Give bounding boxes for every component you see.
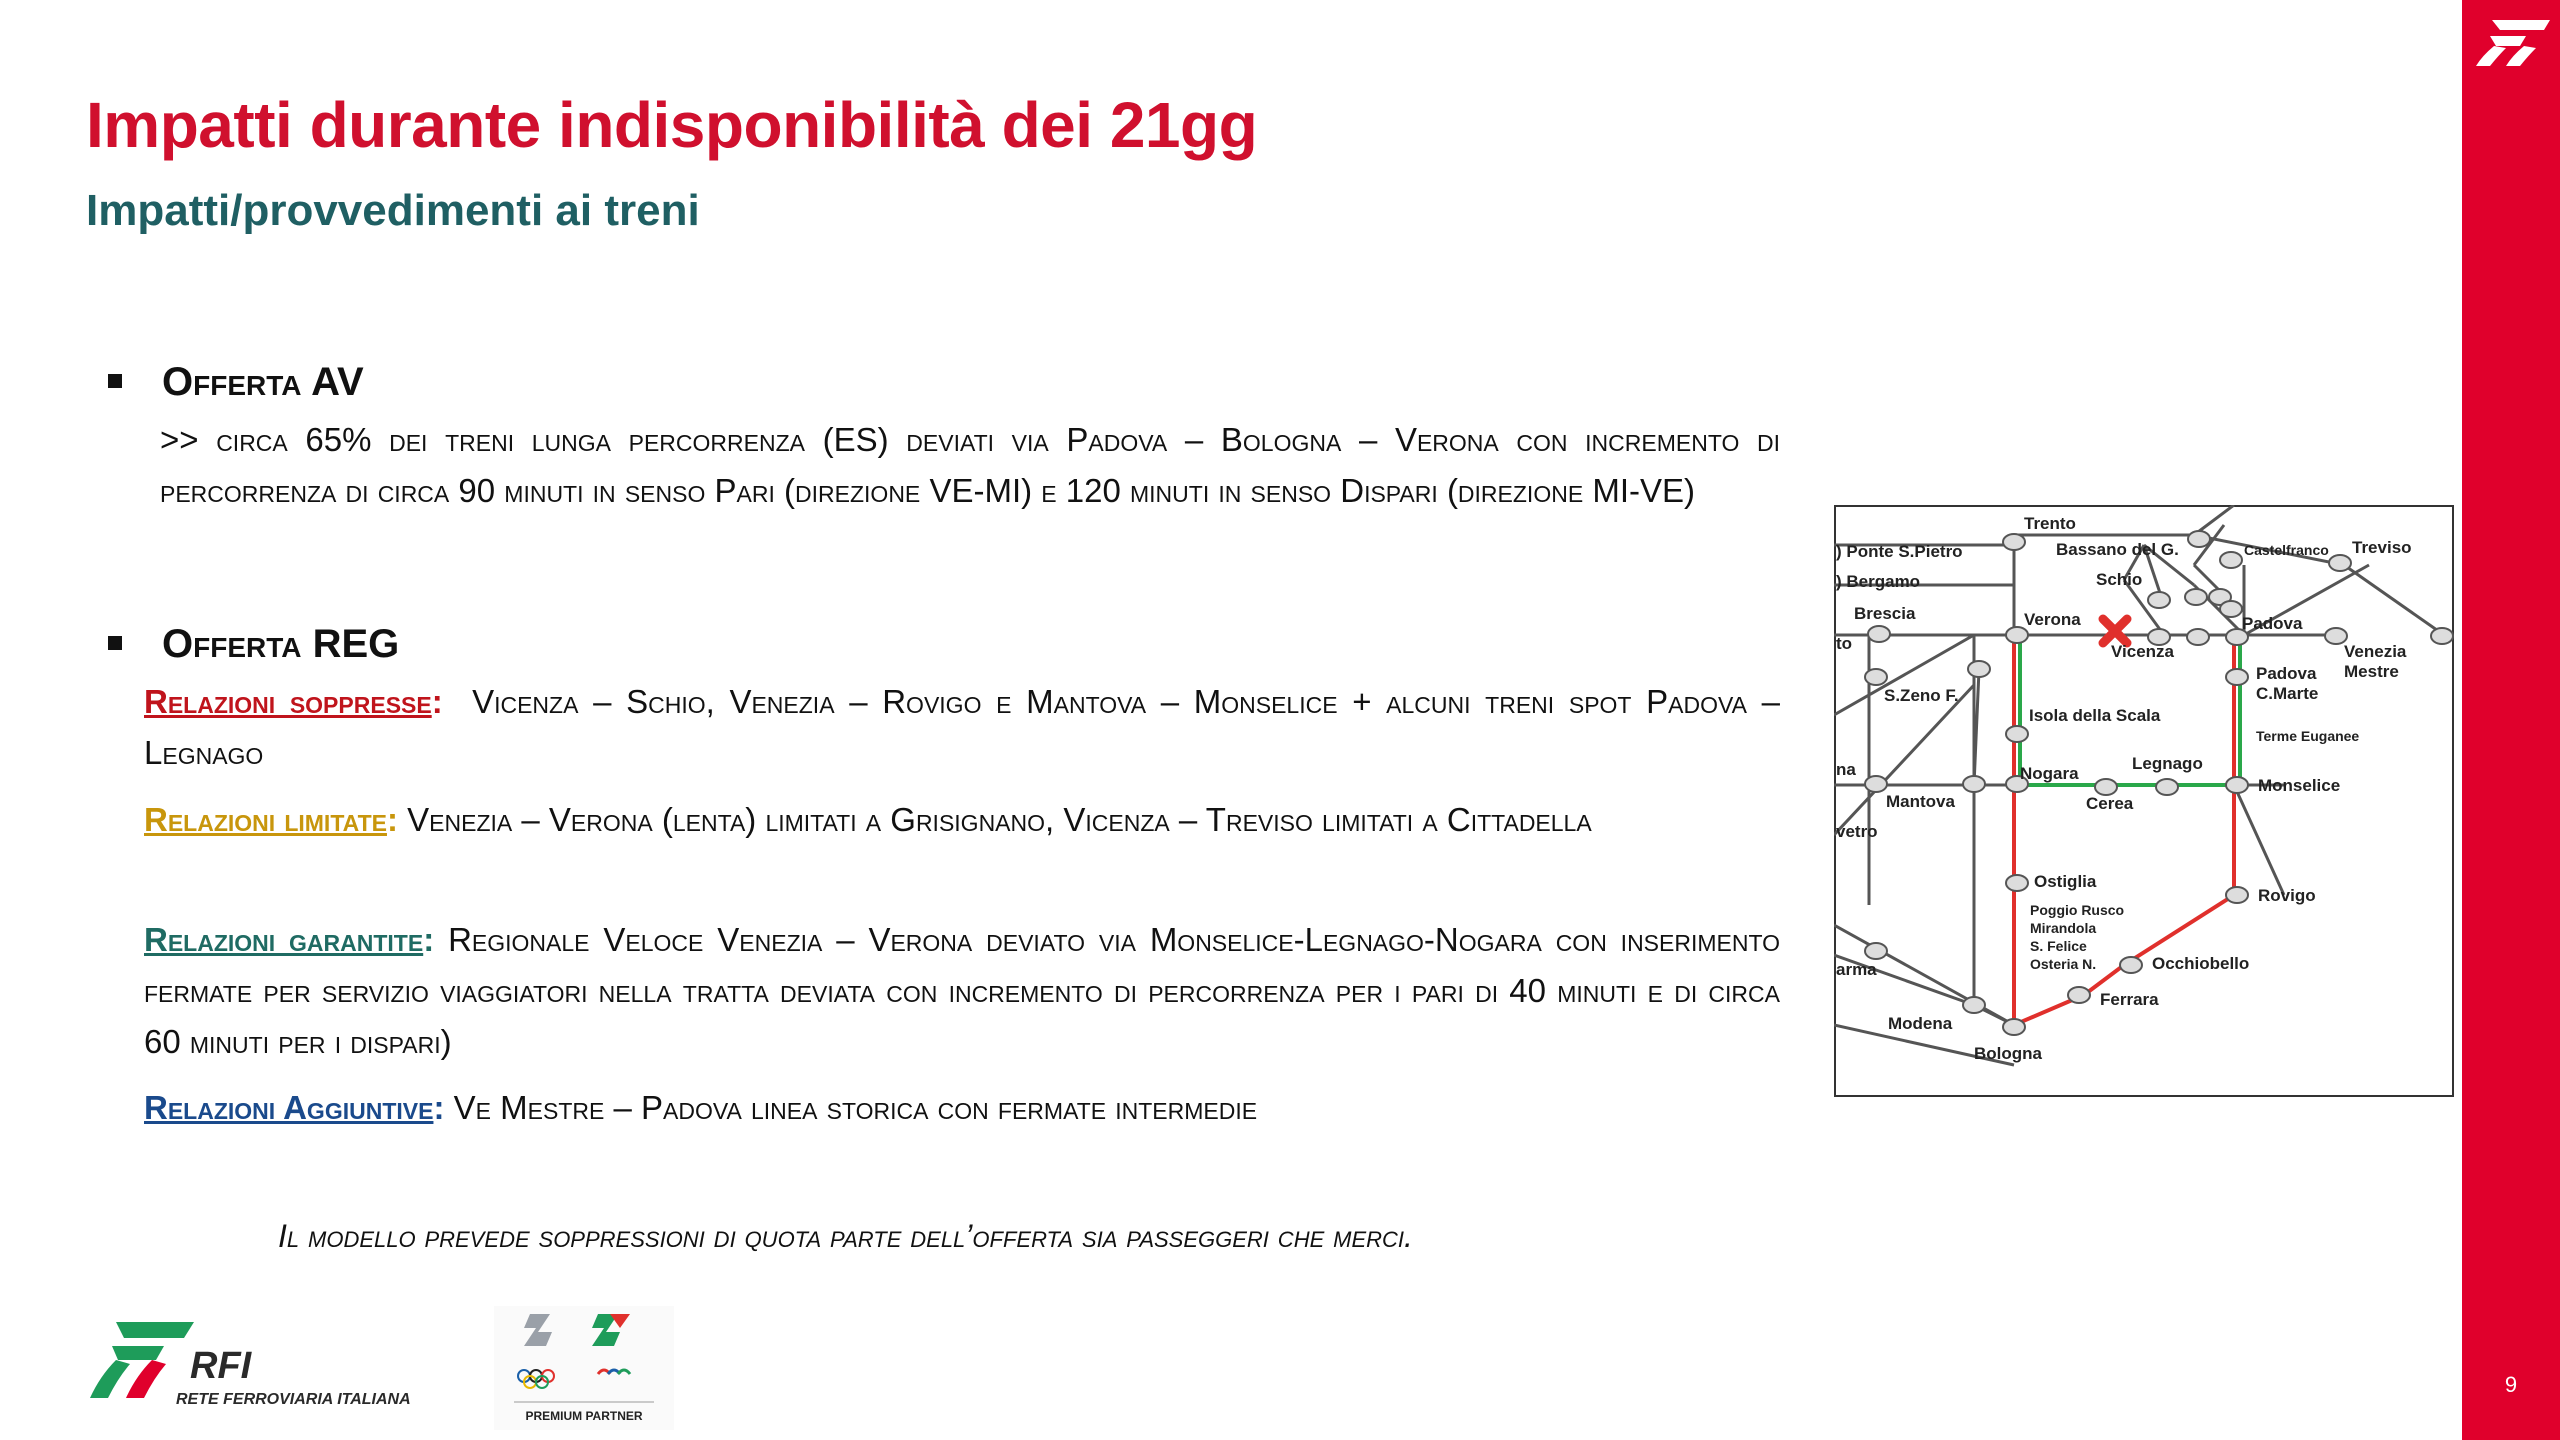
label-isola-della-scala: Isola della Scala: [2029, 706, 2161, 725]
label-monselice: Monselice: [2258, 776, 2341, 795]
page-number: 9: [2504, 1372, 2518, 1397]
limitate-sep: :: [386, 801, 398, 838]
bullet-offerta-av: [108, 360, 364, 405]
label-ponte-s-pietro: ) Ponte S.Pietro: [1836, 542, 1963, 561]
label-rovigo: Rovigo: [2258, 886, 2316, 905]
soppresse-label: Relazioni soppresse: [144, 683, 432, 720]
label-verona: Verona: [2024, 610, 2081, 629]
aggiuntive-label: Relazioni Aggiuntive: [144, 1089, 434, 1126]
railway-network-map: [1834, 505, 2454, 1097]
soppresse-sep: :: [431, 683, 443, 720]
premium-partner-label: PREMIUM PARTNER: [525, 1409, 643, 1423]
label-padova-cmarte: Padova: [2256, 664, 2317, 683]
label-cmarte: C.Marte: [2256, 684, 2319, 703]
label-castelfranco: Castelfranco: [2244, 542, 2329, 558]
label-s-felice: S. Felice: [2030, 938, 2087, 954]
limitate-label: Relazioni limitate: [144, 801, 387, 838]
label-mestre: Mestre: [2344, 662, 2399, 681]
rfi-text: RFI: [190, 1345, 252, 1387]
limitate-text: Venezia – Verona (lenta) limitati a Grisignano, Vicenza – Treviso limitati a Cittadella: [407, 801, 1592, 838]
label-modena: Modena: [1888, 1014, 1953, 1033]
garantite-text: Regionale Veloce Venezia – Verona deviato via Monselice-Legnago-Nogara con inserimento fermate per servizio viaggiatori nella tratta deviata con incremento di percorrenza per i pari di 40 minuti e di circa 60 minuti per i dispari): [144, 921, 1780, 1060]
label-poggio-rusco: Poggio Rusco: [2030, 902, 2125, 918]
relazioni-aggiuntive: [144, 1082, 1780, 1133]
label-bergamo: ) Bergamo: [1836, 572, 1921, 591]
garantite-sep: :: [423, 921, 435, 958]
relazioni-limitate: [144, 794, 1780, 845]
label-mirandola: Mirandola: [2030, 920, 2097, 936]
aggiuntive-text: Ve Mestre – Padova linea storica con fermate intermedie: [453, 1089, 1258, 1126]
label-occhiobello: Occhiobello: [2152, 954, 2250, 973]
label-cerea: Cerea: [2086, 794, 2134, 813]
label-vicenza: Vicenza: [2111, 642, 2175, 661]
rfi-logo: [86, 1318, 466, 1410]
label-venezia: Venezia: [2344, 642, 2407, 661]
bullet-offerta-reg: [108, 622, 399, 667]
page-title: Impatti durante indisponibilità dei 21gg: [86, 89, 1258, 161]
label-treviso: Treviso: [2352, 538, 2412, 557]
bullet-marker: [108, 636, 122, 650]
label-legnago: Legnago: [2132, 754, 2203, 773]
label-trento: Trento: [2024, 514, 2076, 533]
label-nogara: Nogara: [2020, 764, 2079, 783]
label-brescia: Brescia: [1854, 604, 1916, 623]
label-szeno: S.Zeno F.: [1884, 686, 1959, 705]
rfi-tagline: RETE FERROVIARIA ITALIANA: [176, 1391, 411, 1408]
label-ostiglia: Ostiglia: [2034, 872, 2097, 891]
label-to: to: [1836, 634, 1853, 653]
footnote: Il modello prevede soppressioni di quota parte dell’offerta sia passeggeri che merci.: [278, 1218, 1413, 1254]
fs-logo-icon: [2470, 12, 2554, 72]
aggiuntive-sep: :: [433, 1089, 445, 1126]
label-arma: arma: [1836, 960, 1877, 979]
label-vetro: vetro: [1836, 822, 1878, 841]
label-terme-euganee: Terme Euganee: [2256, 728, 2360, 744]
label-mantova: Mantova: [1886, 792, 1955, 811]
label-bassano: Bassano del G.: [2056, 540, 2179, 559]
label-osteria: Osteria N.: [2030, 956, 2097, 972]
rfi-mark-icon: [90, 1322, 194, 1398]
offerta-av-heading: Offerta AV: [162, 360, 364, 404]
label-ferrara: Ferrara: [2100, 990, 2159, 1009]
label-schio: Schio: [2096, 570, 2143, 589]
offerta-av-text: >> circa 65% dei treni lunga percorrenza (ES) deviati via Padova – Bologna – Verona con incremento di percorrenza di circa 90 minuti in senso Pari (direzione VE-MI) e 120 minuti in senso Dispari (direzione MI-VE): [160, 421, 1780, 509]
relazioni-soppresse: [144, 676, 1780, 778]
premium-partner-logo: [494, 1306, 674, 1430]
offerta-reg-heading: Offerta REG: [162, 622, 400, 666]
soppresse-text: Vicenza – Schio, Venezia – Rovigo e Mantova – Monselice + alcuni treni spot Padova – Legnago: [144, 683, 1780, 771]
label-na: na: [1836, 760, 1856, 779]
label-bologna: Bologna: [1974, 1044, 2042, 1063]
page-subtitle: Impatti/provvedimenti ai treni: [86, 186, 700, 235]
garantite-label: Relazioni garantite: [144, 921, 424, 958]
label-padova-top: Padova: [2242, 614, 2303, 633]
bullet-marker: [108, 374, 122, 388]
relazioni-garantite: [144, 914, 1780, 1067]
right-brand-bar: [2462, 0, 2560, 1440]
